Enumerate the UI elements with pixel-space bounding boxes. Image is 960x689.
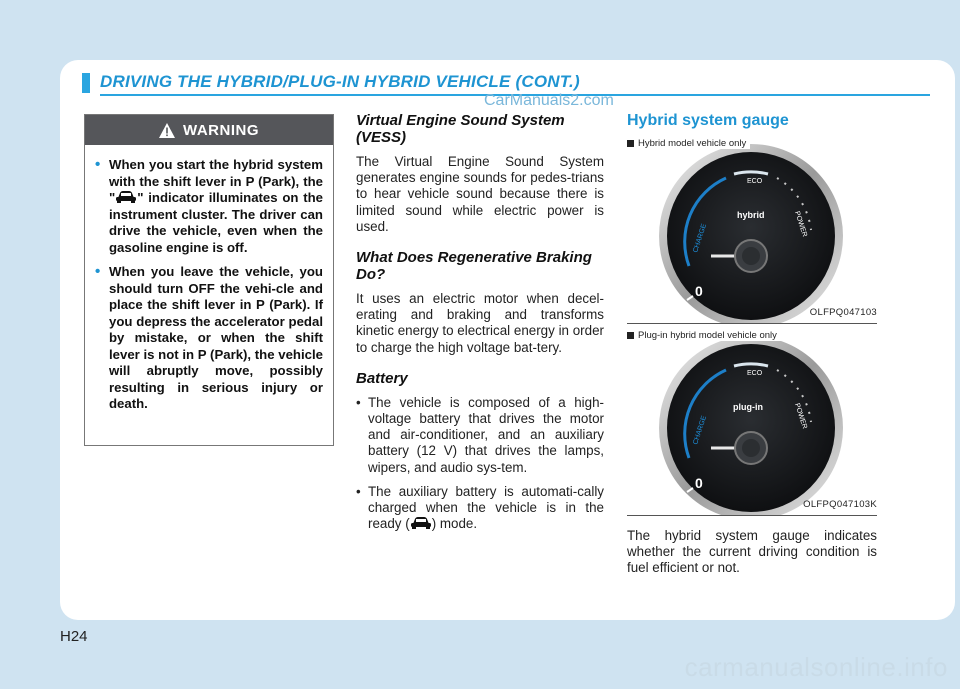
warning-title: WARNING xyxy=(183,121,259,139)
zero-label: 0 xyxy=(695,475,703,491)
gauge-center-label: hybrid xyxy=(737,210,765,220)
battery-list xyxy=(356,395,604,533)
watermark-bottom: carmanualsonline.info xyxy=(684,652,948,682)
charge-label: CHARGE xyxy=(692,414,709,446)
eco-label: ECO xyxy=(747,370,763,377)
warning-triangle-icon xyxy=(159,123,175,138)
ready-car-icon xyxy=(410,516,432,530)
section-title: DRIVING THE HYBRID/PLUG-IN HYBRID VEHICLE (CONT.) xyxy=(100,72,580,91)
warning-box xyxy=(84,114,334,446)
battery-item-text: ) mode. xyxy=(431,516,478,532)
square-bullet-icon xyxy=(627,332,634,339)
figure-note-text: Hybrid model vehicle only xyxy=(638,138,747,149)
power-label: POWER xyxy=(793,402,808,430)
right-column xyxy=(627,112,877,577)
battery-item: • The vehicle is composed of a high-voltage battery that drives the motor and air-conditioner, and an auxiliary battery (12 V) that drives the lamps, wipers, and audio sys-tem. xyxy=(356,395,604,476)
battery-heading: Battery xyxy=(356,369,408,387)
gauge-center-label: plug-in xyxy=(733,402,763,412)
warning-item xyxy=(95,157,323,256)
warning-list xyxy=(85,145,333,413)
warning-item-text: When you start the hybrid system with the shift lever in P (Park), the " xyxy=(109,157,323,205)
plugin-model-note xyxy=(627,330,781,341)
battery-item xyxy=(356,484,604,533)
ready-car-icon xyxy=(115,190,137,204)
zero-label: 0 xyxy=(695,283,703,299)
regen-heading: What Does Regenerative Braking Do? xyxy=(356,249,592,284)
figure-rule xyxy=(627,323,877,324)
gauge-heading: Hybrid system gauge xyxy=(627,112,789,129)
gauge-description: The hybrid system gauge indicates whether the current driving condition is fuel efficient or not. xyxy=(627,528,877,576)
figure-code: OLFPQ047103 xyxy=(809,307,877,318)
regen-body: It uses an electric motor when decel-erating and braking and transforms kinetic energy to electrical energy in order to charge the high voltage bat-tery. xyxy=(356,291,604,355)
vess-heading: Virtual Engine Sound System (VESS) xyxy=(356,112,565,146)
middle-column xyxy=(356,112,604,540)
hybrid-gauge-figure xyxy=(627,138,877,324)
figure-note-text: Plug-in hybrid model vehicle only xyxy=(638,330,777,341)
warning-header xyxy=(85,115,333,145)
charge-label: CHARGE xyxy=(692,222,709,254)
plugin-gauge-figure xyxy=(627,330,877,516)
square-bullet-icon xyxy=(627,140,634,147)
page-number: H24 xyxy=(60,628,88,645)
vess-body: The Virtual Engine Sound System generates engine sounds for pedes-trians to hear vehicle sound because there is limited sound while electric power is used. xyxy=(356,154,604,234)
warning-item-text: " indicator illuminates on the instrument cluster. The driver can drive the vehicle, even when the gasoline engine is off. xyxy=(109,190,323,255)
power-label: POWER xyxy=(793,210,808,238)
eco-label: ECO xyxy=(747,178,763,185)
battery-item-text: The auxiliary battery is automati-cally charged when the vehicle is in the ready ( xyxy=(368,483,604,532)
warning-item: • When you leave the vehicle, you should turn OFF the vehi-cle and place the shift lever in P (Park). If you depress the accelerator pedal by mistake, or when the shift lever is not in P (Park), the vehicle will abruptly move, possibly resulting in serious injury or death. xyxy=(95,264,323,413)
hybrid-gauge-illustration xyxy=(627,138,877,324)
plugin-gauge-illustration xyxy=(627,330,877,516)
section-marker xyxy=(82,73,90,93)
hybrid-model-note xyxy=(627,138,750,149)
figure-code: OLFPQ047103K xyxy=(803,499,877,510)
figure-rule xyxy=(627,515,877,516)
watermark-top: CarManuals2.com xyxy=(484,92,614,109)
